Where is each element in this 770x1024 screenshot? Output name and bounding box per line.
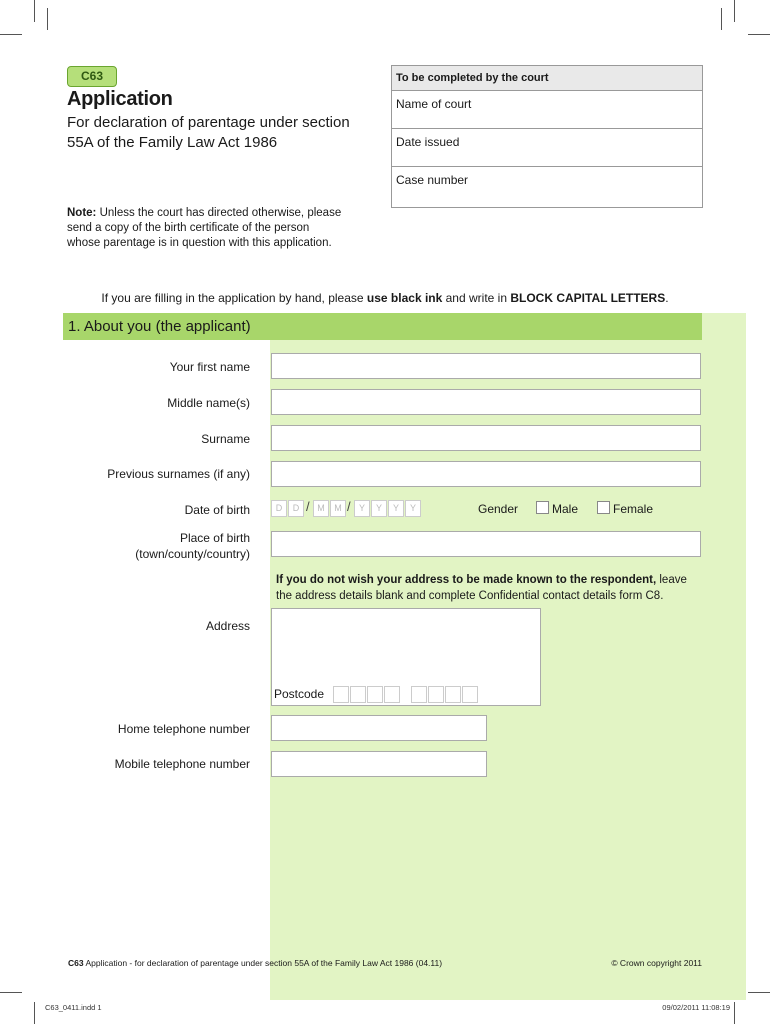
postcode-box[interactable] xyxy=(384,686,400,703)
place-of-birth-input[interactable] xyxy=(271,531,701,557)
dob-day-box[interactable]: D xyxy=(271,500,287,517)
postcode-box[interactable] xyxy=(350,686,366,703)
case-number-field[interactable]: Case number xyxy=(396,173,469,187)
crop-mark xyxy=(0,34,22,35)
home-tel-input[interactable] xyxy=(271,715,487,741)
dob-year-box[interactable]: Y xyxy=(388,500,404,517)
crop-mark xyxy=(734,0,735,22)
dob-year-box[interactable]: Y xyxy=(371,500,387,517)
instruction-part: . xyxy=(665,291,669,305)
dob-year-box[interactable]: Y xyxy=(405,500,421,517)
address-warning-bold: If you do not wish your address to be made known to the respondent, xyxy=(276,574,657,586)
previous-surnames-label: Previous surnames (if any) xyxy=(107,467,250,481)
postcode-box[interactable] xyxy=(445,686,461,703)
place-of-birth-line: Place of birth xyxy=(179,531,250,545)
dob-month-box[interactable]: M xyxy=(330,500,346,517)
note-text xyxy=(67,206,342,251)
female-checkbox[interactable] xyxy=(597,501,610,514)
dob-label: Date of birth xyxy=(184,503,250,517)
dob-year-box[interactable]: Y xyxy=(354,500,370,517)
first-name-label: Your first name xyxy=(169,360,250,374)
section-title: 1. About you (the applicant) xyxy=(68,318,251,335)
place-of-birth-label xyxy=(135,530,250,562)
crop-mark xyxy=(47,8,48,30)
postcode-box[interactable] xyxy=(462,686,478,703)
court-box-heading: To be completed by the court xyxy=(392,66,702,91)
mobile-tel-label: Mobile telephone number xyxy=(114,757,250,771)
dob-separator: / xyxy=(347,499,351,514)
footer-code: C63 xyxy=(68,958,84,968)
dob-separator: / xyxy=(306,499,310,514)
middle-names-input[interactable] xyxy=(271,389,701,415)
instruction-bold: use black ink xyxy=(366,291,443,305)
page-subtitle: For declaration of parentage under section 55A of the Family Law Act 1986 xyxy=(67,114,350,151)
date-issued-field[interactable]: Date issued xyxy=(392,129,702,167)
postcode-box[interactable] xyxy=(367,686,383,703)
court-name-field[interactable]: Name of court xyxy=(392,91,702,129)
gender-label: Gender xyxy=(478,502,519,516)
crop-mark xyxy=(34,0,35,22)
previous-surnames-input[interactable] xyxy=(271,461,701,487)
dob-month-box[interactable]: M xyxy=(313,500,329,517)
postcode-box[interactable] xyxy=(411,686,427,703)
first-name-input[interactable] xyxy=(271,353,701,379)
footer-form-title xyxy=(68,958,442,968)
mobile-tel-input[interactable] xyxy=(271,751,487,777)
postcode-box[interactable] xyxy=(428,686,444,703)
crop-mark xyxy=(748,34,770,35)
print-slug-date: 09/02/2011 11:08:19 xyxy=(662,1003,730,1012)
crop-mark xyxy=(0,992,22,993)
instruction-part: If you are filling in the application by hand, please xyxy=(101,291,367,305)
address-warning-text: leave the address details blank and complete Confidential contact details form C8. xyxy=(276,574,687,602)
crop-mark xyxy=(34,1002,35,1024)
surname-input[interactable] xyxy=(271,425,701,451)
instruction-bold: BLOCK CAPITAL LETTERS xyxy=(510,291,666,305)
form-code-badge: C63 xyxy=(67,66,117,87)
crop-mark xyxy=(748,992,770,993)
place-of-birth-line: (town/county/country) xyxy=(135,547,250,561)
male-checkbox[interactable] xyxy=(536,501,549,514)
crop-mark xyxy=(734,1002,735,1024)
postcode-label: Postcode xyxy=(274,687,325,701)
ink-instruction xyxy=(0,291,770,305)
female-label: Female xyxy=(613,502,654,516)
instruction-part: and write in xyxy=(442,291,511,305)
middle-names-label: Middle name(s) xyxy=(167,396,250,410)
footer-text: Application - for declaration of parentage under section 55A of the Family Law Act 1986 (04.11) xyxy=(83,958,443,968)
surname-label: Surname xyxy=(201,432,250,446)
postcode-box[interactable] xyxy=(333,686,349,703)
address-warning xyxy=(276,572,706,604)
note-label: Note: xyxy=(67,207,97,219)
note-body: Unless the court has directed otherwise, please send a copy of the birth certificate of the person whose parentage is in question with this application. xyxy=(67,207,342,249)
print-slug-file: C63_0411.indd 1 xyxy=(45,1003,102,1012)
page-title: Application xyxy=(67,88,173,110)
address-label: Address xyxy=(205,619,250,633)
footer-copyright: © Crown copyright 2011 xyxy=(611,958,702,968)
male-label: Male xyxy=(552,502,579,516)
home-tel-label: Home telephone number xyxy=(117,722,250,736)
dob-day-box[interactable]: D xyxy=(288,500,304,517)
crop-mark xyxy=(721,8,722,30)
court-use-box xyxy=(391,65,703,208)
